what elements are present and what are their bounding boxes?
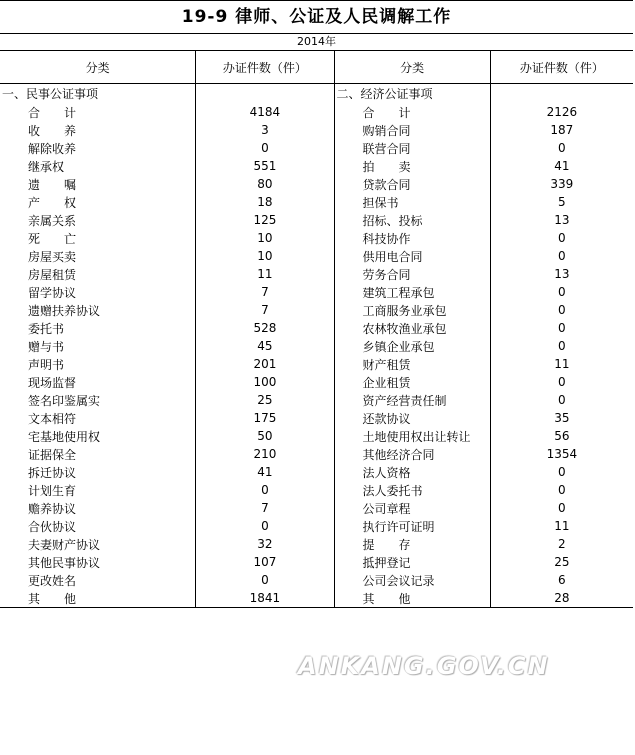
table-row xyxy=(0,247,633,265)
table-row xyxy=(0,283,633,301)
right-item-label: 工商服务业承包 xyxy=(334,301,490,319)
left-item-label: 留学协议 xyxy=(0,283,196,301)
left-section-empty xyxy=(196,84,334,104)
left-item-count: 107 xyxy=(196,553,334,571)
left-item-count: 0 xyxy=(196,571,334,589)
left-item-count: 18 xyxy=(196,193,334,211)
right-item-label: 法人资格 xyxy=(334,463,490,481)
left-item-label: 现场监督 xyxy=(0,373,196,391)
table-row xyxy=(0,391,633,409)
left-item-label: 收 养 xyxy=(0,121,196,139)
left-item-count: 3 xyxy=(196,121,334,139)
left-item-count: 41 xyxy=(196,463,334,481)
left-item-label: 宅基地使用权 xyxy=(0,427,196,445)
table-row xyxy=(0,229,633,247)
left-item-label: 拆迁协议 xyxy=(0,463,196,481)
left-item-count: 10 xyxy=(196,229,334,247)
right-item-count: 5 xyxy=(558,195,566,209)
left-item-label: 其他民事协议 xyxy=(0,553,196,571)
left-item-count: 1841 xyxy=(196,589,334,608)
table-row xyxy=(0,193,633,211)
right-item-count: 0 xyxy=(558,393,566,407)
table-row xyxy=(0,211,633,229)
left-item-label: 解除收养 xyxy=(0,139,196,157)
right-item-label: 法人委托书 xyxy=(334,481,490,499)
table-row xyxy=(0,157,633,175)
right-item-count: 2 xyxy=(558,537,566,551)
left-item-label: 房屋买卖 xyxy=(0,247,196,265)
table-row xyxy=(0,121,633,139)
table-row xyxy=(0,535,633,553)
left-item-count: 175 xyxy=(196,409,334,427)
right-item-count: 0 xyxy=(558,285,566,299)
right-item-label: 乡镇企业承包 xyxy=(334,337,490,355)
right-item-label: 公司会议记录 xyxy=(334,571,490,589)
left-item-count: 50 xyxy=(196,427,334,445)
left-item-label: 遗赠扶养协议 xyxy=(0,301,196,319)
right-item-count: 56 xyxy=(554,429,570,443)
left-count-header: 办证件数（件） xyxy=(196,51,334,84)
left-item-count: 25 xyxy=(196,391,334,409)
left-item-label: 更改姓名 xyxy=(0,571,196,589)
left-item-count: 7 xyxy=(196,301,334,319)
right-item-count: 0 xyxy=(558,483,566,497)
right-item-label: 建筑工程承包 xyxy=(334,283,490,301)
right-item-label: 拍 卖 xyxy=(334,157,490,175)
table-row xyxy=(0,589,633,608)
right-item-count: 0 xyxy=(558,303,566,317)
right-item-count: 28 xyxy=(490,589,633,608)
right-item-count: 0 xyxy=(558,231,566,245)
right-item-count: 0 xyxy=(558,141,566,155)
table-row xyxy=(0,571,633,589)
left-item-count: 32 xyxy=(196,535,334,553)
site-watermark: ANKANG.GOV.CN xyxy=(298,652,550,680)
table-row xyxy=(0,463,633,481)
left-item-label: 继承权 xyxy=(0,157,196,175)
table-row xyxy=(0,427,633,445)
table-row xyxy=(0,103,633,121)
left-item-label: 声明书 xyxy=(0,355,196,373)
right-item-count: 13 xyxy=(554,213,570,227)
left-item-label: 其 他 xyxy=(0,589,196,608)
left-item-label: 赡养协议 xyxy=(0,499,196,517)
left-item-label: 证据保全 xyxy=(0,445,196,463)
right-item-count: 25 xyxy=(554,555,570,569)
right-item-count: 0 xyxy=(558,321,566,335)
right-item-count: 41 xyxy=(554,159,570,173)
right-item-count: 11 xyxy=(554,357,570,371)
left-item-count: 11 xyxy=(196,265,334,283)
left-item-label: 房屋租赁 xyxy=(0,265,196,283)
table-row xyxy=(0,265,633,283)
right-item-label: 联营合同 xyxy=(334,139,490,157)
right-item-label: 劳务合同 xyxy=(334,265,490,283)
right-item-label: 招标、投标 xyxy=(334,211,490,229)
right-item-label: 还款协议 xyxy=(334,409,490,427)
right-item-count: 187 xyxy=(550,123,574,137)
right-item-label: 抵押登记 xyxy=(334,553,490,571)
left-item-count: 0 xyxy=(196,139,334,157)
right-item-count: 0 xyxy=(558,501,566,515)
left-item-label: 赠与书 xyxy=(0,337,196,355)
left-item-count: 528 xyxy=(196,319,334,337)
right-item-label: 供用电合同 xyxy=(334,247,490,265)
right-item-label: 担保书 xyxy=(334,193,490,211)
right-item-count: 35 xyxy=(554,411,570,425)
table-row xyxy=(0,301,633,319)
right-item-label: 科技协作 xyxy=(334,229,490,247)
left-item-label: 产 权 xyxy=(0,193,196,211)
right-item-count: 11 xyxy=(554,519,570,533)
left-item-label: 签名印鉴属实 xyxy=(0,391,196,409)
left-item-label: 计划生育 xyxy=(0,481,196,499)
table-row xyxy=(0,319,633,337)
table-row xyxy=(0,445,633,463)
right-item-label: 执行许可证明 xyxy=(334,517,490,535)
table-row xyxy=(0,409,633,427)
right-item-count: 0 xyxy=(558,249,566,263)
left-item-count: 10 xyxy=(196,247,334,265)
right-item-count: 0 xyxy=(558,375,566,389)
table-row xyxy=(0,355,633,373)
table-row xyxy=(0,139,633,157)
left-item-count: 45 xyxy=(196,337,334,355)
table-row xyxy=(0,517,633,535)
table-row xyxy=(0,175,633,193)
right-item-label: 其 他 xyxy=(334,589,490,608)
right-category-header: 分类 xyxy=(334,51,490,84)
right-item-count: 0 xyxy=(558,465,566,479)
notary-table xyxy=(0,51,633,608)
left-item-label: 合 计 xyxy=(0,103,196,121)
left-item-count: 0 xyxy=(196,517,334,535)
right-section-empty xyxy=(490,84,633,104)
left-item-count: 7 xyxy=(196,283,334,301)
left-item-count: 4184 xyxy=(196,103,334,121)
left-section-title: 一、民事公证事项 xyxy=(0,84,196,104)
right-item-label: 农林牧渔业承包 xyxy=(334,319,490,337)
left-item-count: 7 xyxy=(196,499,334,517)
left-item-label: 亲属关系 xyxy=(0,211,196,229)
right-item-count: 339 xyxy=(550,177,574,191)
left-item-count: 100 xyxy=(196,373,334,391)
left-item-count: 551 xyxy=(196,157,334,175)
right-item-label: 提 存 xyxy=(334,535,490,553)
table-row xyxy=(0,553,633,571)
left-category-header: 分类 xyxy=(0,51,196,84)
table-title: 19-9 律师、公证及人民调解工作 xyxy=(0,0,633,34)
left-item-count: 0 xyxy=(196,481,334,499)
right-item-label: 企业租赁 xyxy=(334,373,490,391)
right-item-label: 其他经济合同 xyxy=(334,445,490,463)
right-item-count: 13 xyxy=(554,267,570,281)
right-item-label: 合 计 xyxy=(334,103,490,121)
left-item-label: 合伙协议 xyxy=(0,517,196,535)
table-year: 2014年 xyxy=(0,34,633,51)
right-item-count: 0 xyxy=(558,339,566,353)
right-item-label: 财产租赁 xyxy=(334,355,490,373)
right-item-count: 1354 xyxy=(546,447,578,461)
left-item-label: 死 亡 xyxy=(0,229,196,247)
left-item-count: 125 xyxy=(196,211,334,229)
left-item-count: 210 xyxy=(196,445,334,463)
table-row xyxy=(0,373,633,391)
right-item-label: 贷款合同 xyxy=(334,175,490,193)
table-row xyxy=(0,337,633,355)
table-row xyxy=(0,499,633,517)
right-item-count: 2126 xyxy=(546,105,578,119)
left-item-count: 201 xyxy=(196,355,334,373)
section-row xyxy=(0,84,633,104)
left-item-label: 文本相符 xyxy=(0,409,196,427)
right-section-title: 二、经济公证事项 xyxy=(334,84,490,104)
left-item-count: 80 xyxy=(196,175,334,193)
header-row xyxy=(0,51,633,84)
left-item-label: 夫妻财产协议 xyxy=(0,535,196,553)
left-item-label: 委托书 xyxy=(0,319,196,337)
left-item-label: 遗 嘱 xyxy=(0,175,196,193)
right-count-header: 办证件数（件） xyxy=(490,51,633,84)
right-item-label: 土地使用权出让转让 xyxy=(334,427,490,445)
right-item-count: 6 xyxy=(558,573,566,587)
right-item-label: 资产经营责任制 xyxy=(334,391,490,409)
right-item-label: 公司章程 xyxy=(334,499,490,517)
table-row xyxy=(0,481,633,499)
right-item-label: 购销合同 xyxy=(334,121,490,139)
